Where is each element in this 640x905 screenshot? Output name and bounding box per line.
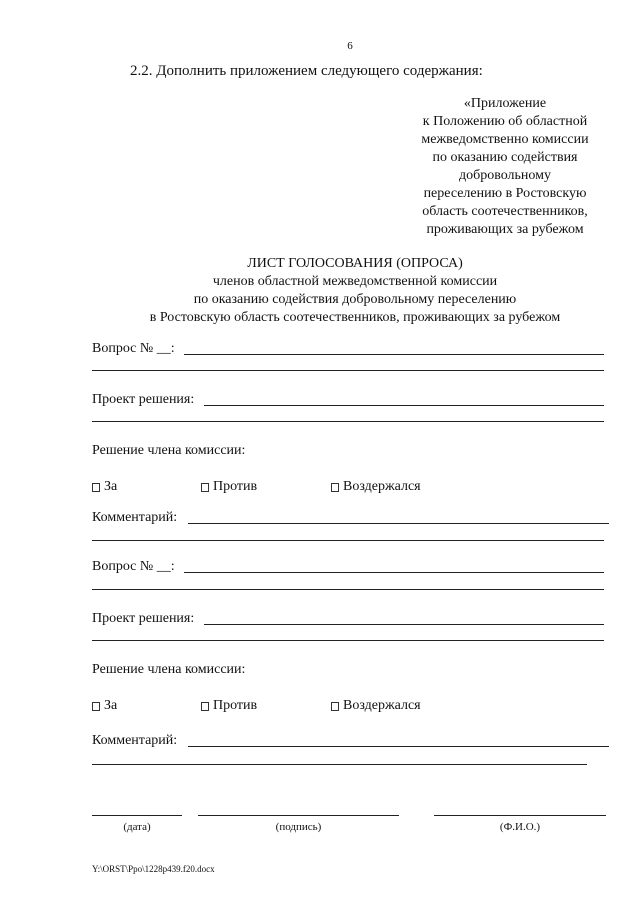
title-line: в Ростовскую область соотечественников, проживающих за рубежом: [149, 310, 561, 325]
checkbox-icon[interactable]: [331, 483, 339, 492]
signature-caption: (подпись): [275, 821, 322, 833]
question-field[interactable]: [184, 572, 604, 573]
date-caption: (дата): [123, 821, 151, 833]
draft-label: Проект решения:: [92, 392, 195, 407]
option-against-label: Против: [213, 479, 258, 494]
file-path: Y:\ORST\Ppo\1228p439.f20.docx: [92, 864, 215, 874]
checkbox-icon[interactable]: [201, 483, 209, 492]
draft-field[interactable]: [204, 624, 604, 625]
name-field[interactable]: [434, 815, 606, 816]
comment-field-line2[interactable]: [92, 764, 587, 765]
page-number: 6: [347, 40, 353, 52]
appendix-line: область соотечественников,: [422, 204, 588, 219]
appendix-line: к Положению об областной: [422, 114, 588, 129]
appendix-header: [395, 95, 615, 239]
document-title: [120, 255, 590, 327]
checkbox-icon[interactable]: [92, 702, 100, 711]
draft-field-line2[interactable]: [92, 640, 604, 641]
appendix-line: проживающих за рубежом: [426, 222, 584, 237]
intro-text: 2.2. Дополнить приложением следующего содержания:: [130, 63, 483, 79]
checkbox-icon[interactable]: [201, 702, 209, 711]
option-for[interactable]: [92, 479, 117, 495]
option-against[interactable]: [201, 479, 257, 495]
comment-field[interactable]: [188, 746, 609, 747]
option-for[interactable]: [92, 698, 117, 714]
date-field[interactable]: [92, 815, 182, 816]
draft-field[interactable]: [204, 405, 604, 406]
question-field-line2[interactable]: [92, 589, 604, 590]
comment-field-line2[interactable]: [92, 540, 604, 541]
title-line: ЛИСТ ГОЛОСОВАНИЯ (ОПРОСА): [247, 256, 463, 271]
decision-label: Решение члена комиссии:: [92, 443, 246, 458]
draft-field-line2[interactable]: [92, 421, 604, 422]
option-for-label: За: [104, 479, 118, 494]
title-line: по оказанию содействия добровольному переселению: [193, 292, 517, 307]
option-abstain[interactable]: [331, 479, 421, 495]
checkbox-icon[interactable]: [331, 702, 339, 711]
option-against-label: Против: [213, 698, 258, 713]
comment-label: Комментарий:: [92, 510, 178, 525]
option-against[interactable]: [201, 698, 257, 714]
option-abstain-label: Воздержался: [343, 479, 421, 494]
decision-label: Решение члена комиссии:: [92, 662, 246, 677]
comment-label: Комментарий:: [92, 733, 178, 748]
appendix-line: переселению в Ростовскую: [423, 186, 587, 201]
title-line: членов областной межведомственной комиссии: [212, 274, 498, 289]
name-caption: (Ф.И.О.): [499, 821, 541, 833]
appendix-line: «Приложение: [463, 96, 547, 111]
checkbox-icon[interactable]: [92, 483, 100, 492]
comment-field[interactable]: [188, 523, 609, 524]
question-field[interactable]: [184, 354, 604, 355]
appendix-line: добровольному: [458, 168, 552, 183]
question-label: Вопрос № __:: [92, 341, 175, 356]
question-label: Вопрос № __:: [92, 559, 175, 574]
draft-label: Проект решения:: [92, 611, 195, 626]
option-for-label: За: [104, 698, 118, 713]
question-field-line2[interactable]: [92, 370, 604, 371]
appendix-line: по оказанию содействия: [432, 150, 578, 165]
appendix-line: межведомственно комиссии: [421, 132, 589, 147]
option-abstain[interactable]: [331, 698, 421, 714]
signature-field[interactable]: [198, 815, 399, 816]
option-abstain-label: Воздержался: [343, 698, 421, 713]
